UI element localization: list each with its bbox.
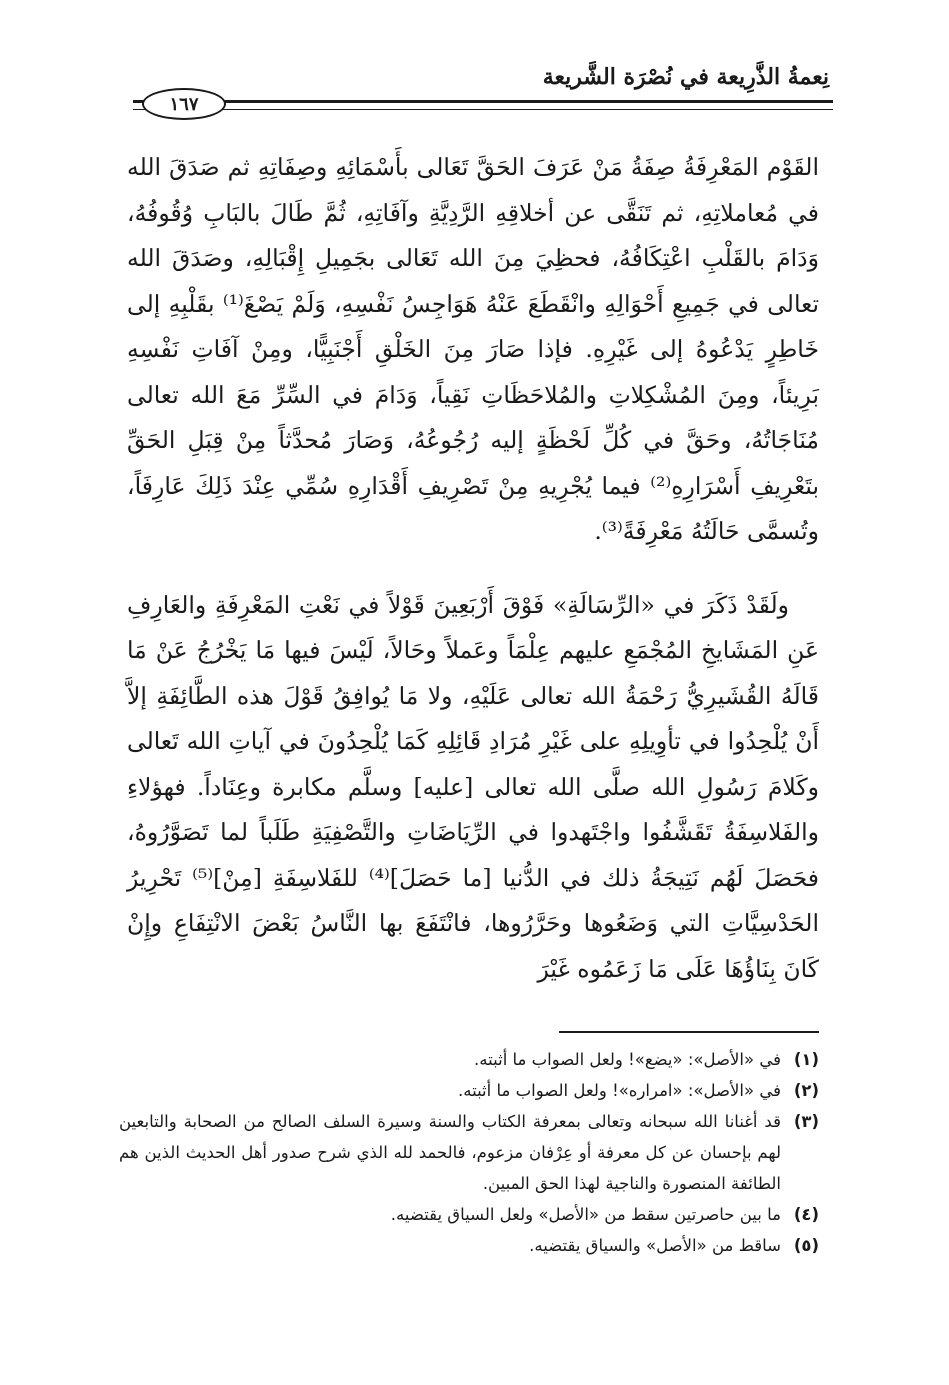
footnote-number: (١) bbox=[793, 1050, 819, 1069]
footnote-number: (٢) bbox=[793, 1081, 819, 1100]
page-number: ١٦٧ bbox=[142, 88, 226, 120]
footnote-text: ساقط من «الأصل» والسياق يقتضيه. bbox=[529, 1236, 781, 1255]
footnote-1 bbox=[119, 1044, 819, 1075]
footnote-2 bbox=[119, 1075, 819, 1106]
header-rule bbox=[133, 100, 833, 110]
footnote-number: (٥) bbox=[793, 1236, 819, 1255]
footnote-text: قد أغنانا الله سبحانه وتعالى بمعرفة الكتاب والسنة وسيرة السلف الصالح من الصحابة والتابعين لهم بإحسان عن كل معرفة أو عِرْفان مزعوم، فالحمد لله الذي شرح صدور أهل الحديث الذين هم الطائفة المنصورة والناجية لهذا الحق المبين. bbox=[119, 1112, 781, 1193]
main-text bbox=[127, 145, 819, 992]
running-header-title: نِعمةُ الذَّرِيعة في نُصْرَة الشَّريعة bbox=[542, 64, 829, 90]
footnotes bbox=[119, 1044, 819, 1261]
footnote-text: في «الأصل»: «امراره»! ولعل الصواب ما أثبته. bbox=[458, 1081, 781, 1100]
paragraph-1: القَوْم المَعْرِفَةُ صِفَةُ مَنْ عَرَفَ الحَقَّ تَعَالى بأَسْمَائِهِ وصِفَاتِهِ ثم صَدَقَ الله في مُعاملاتِهِ، ثم تَنَقَّى عن أخلاقِهِ الرَّدِيَّةِ وآفَاتِهِ، ثُمَّ طَالَ بالبَابِ وُقُوفُهُ، وَدَامَ بالقَلْبِ اعْتِكَافُهُ، فحظِيَ مِنَ الله تَعَالى بجَمِيلِ إِقْبَالِهِ، وصَدَقَ الله تعالى في جَمِيعِ أَحْوَالِهِ وانْقَطَعَ عَنْهُ هَوَاجِسُ نَفْسِهِ، وَلَمْ يَصْغَ⁽¹⁾ بقَلْبِهِ إلى خَاطِرٍ يَدْعُوهُ إلى غَيْرِهِ. فإذا صَارَ مِنَ الخَلْقِ أَجْنَبِيًّا، ومِنْ آفَاتِ نَفْسِهِ بَرِيئاً، ومِنَ المُشْكِلاتِ والمُلاحَظَاتِ نَقِياً، وَدَامَ في السِّرِّ مَعَ الله تعالى مُنَاجَاتُهُ، وحَقَّ في كُلِّ لَحْظَةٍ إليه رُجُوعُهُ، وَصَارَ مُحدَّثاً مِنْ قِبَلِ الحَقِّ بتَعْرِيفِ أَسْرَارِهِ⁽²⁾ فيما يُجْرِيهِ مِنْ تَصْرِيفِ أَقْدَارِهِ سُمِّي عِنْدَ ذَلِكَ عَارِفَاً، وتُسمَّى حَالَتُهُ مَعْرِفَةً⁽³⁾. bbox=[127, 153, 820, 545]
footnote-3 bbox=[119, 1106, 819, 1199]
footnote-5 bbox=[119, 1230, 819, 1261]
footnote-number: (٤) bbox=[793, 1205, 819, 1224]
footnote-separator bbox=[559, 1031, 819, 1033]
paragraph-2: ولَقَدْ ذَكَرَ في «الرِّسَالَةِ» فَوْقَ أَرْبَعِينَ قَوْلاً في نَعْتِ المَعْرِفَةِ والعَارِفِ عَنِ المَشَايخِ المُجْمَعِ عليهم عِلْمَاً وعَملاً وحَالاً، لَيْسَ فيها مَا يَخْرُجُ عَنْ مَا قَالَهُ القُشَيرِيُّ رَحْمَةُ الله تعالى عَلَيْهِ، ولا مَا يُوافِقُ قَوْلَ هذه الطَّائِفَةِ إلاَّ أَنْ يُلْحِدُوا في تأوِيلِهِ على غَيْرِ مُرَادِ قَائِلِهِ كَمَا يُلْحِدُونَ في آياتِ الله تَعالى وكَلامَ رَسُولِ الله صلَّى الله تعالى [عليه] وسلَّم مكابرة وعِنَاداً. فهؤلاءِ والفَلاسِفَةُ تَقَشَّفُوا واجْتَهدوا في الرِّيَاضَاتِ والتَّصْفِيَةِ طَلَباً لما تَصَوَّرُوهُ، فحَصَلَ لَهُم نَتِيجَةُ ذلك في الدُّنيا [ما حَصَلَ]⁽⁴⁾ للفَلاسِفَةِ [مِنْ]⁽⁵⁾ تَحْرِيرُ الحَدْسِيَّاتِ التي وَضَعُوها وحَرَّرُوها، فانْتَفَعَ بها النَّاسُ بَعْضَ الانْتِفَاعِ وإِنْ كَانَ بِنَاؤُهَا عَلَى مَا زَعَمُوه غَيْرَ bbox=[127, 590, 819, 983]
footnote-text: في «الأصل»: «يضع»! ولعل الصواب ما أثبته. bbox=[474, 1050, 781, 1069]
footnote-number: (٣) bbox=[793, 1112, 819, 1131]
footnote-text: ما بين حاصرتين سقط من «الأصل» ولعل السياق يقتضيه. bbox=[390, 1205, 781, 1224]
footnote-4 bbox=[119, 1199, 819, 1230]
